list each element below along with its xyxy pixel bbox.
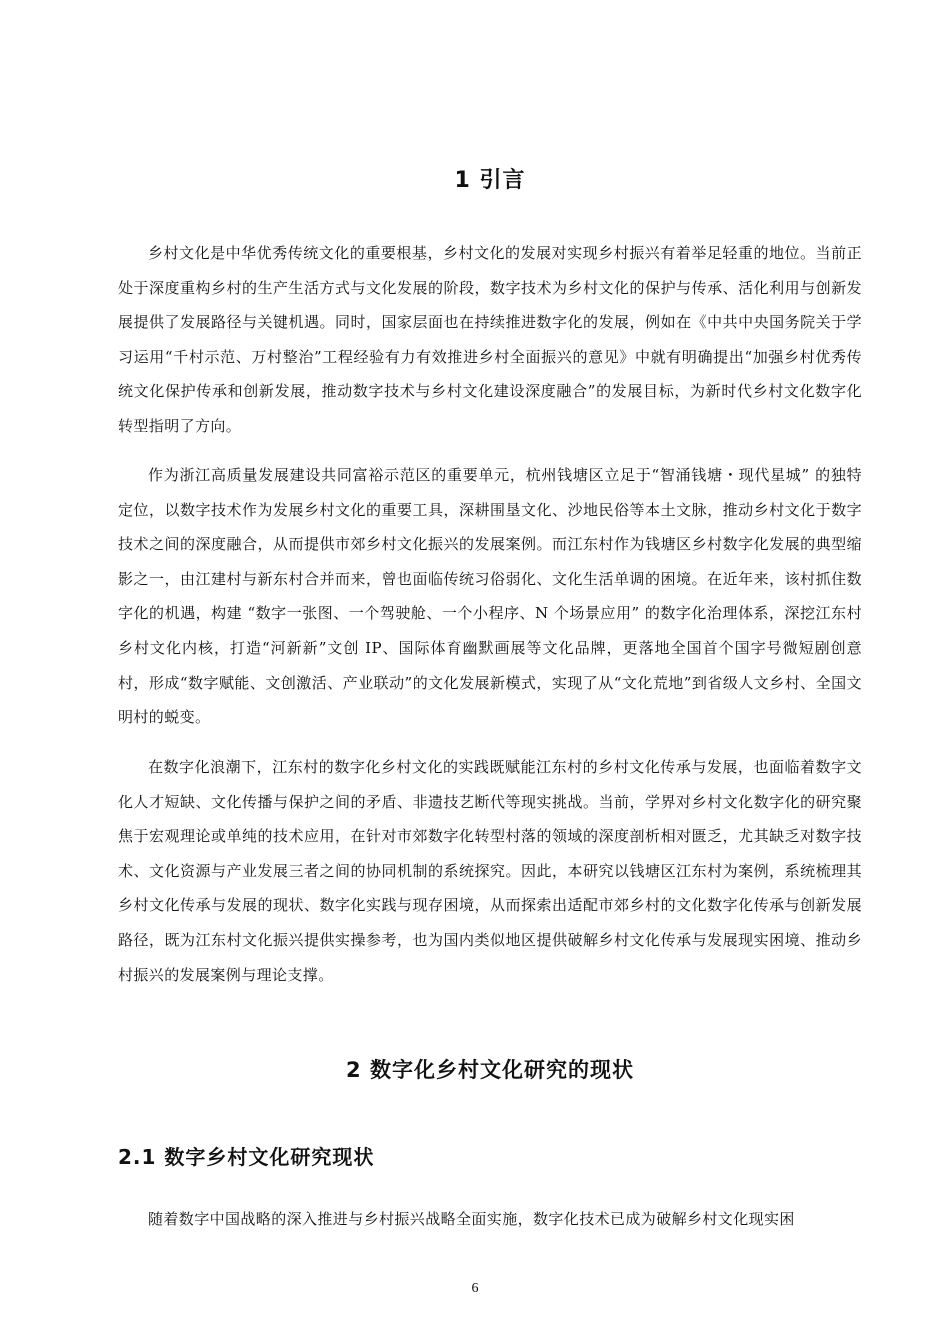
subsection-heading: 2.1 数字乡村文化研究现状 <box>118 1145 375 1169</box>
page-number: 6 <box>471 1281 479 1296</box>
intro-paragraph-2: 作为浙江高质量发展建设共同富裕示范区的重要单元，杭州钱塘区立足于“智涌钱塘・现代星城” 的独特定位，以数字技术作为发展乡村文化的重要工具，深耕围垦文化、沙地民俗等本土文脉，推动乡村文化于数字技术之间的深度融合，从而提供市郊乡村文化振兴的发展案例。而江东村作为钱塘区乡村数字化发展的典型缩影之一，由江建村与新东村合并而来，曾也面临传统习俗弱化、文化生活单调的困境。在近年来，该村抓住数字化的机遇，构建 “数字一张图、一个驾驶舱、一个小程序、N 个场景应用” 的数字化治理体系，深挖江东村乡村文化内核，打造“河新新”文创 IP、国际体育幽默画展等文化品牌，更落地全国首个国字号微短剧创意村，形成“数字赋能、文创激活、产业联动”的文化发展新模式，实现了从“文化荒地”到省级人文乡村、全国文明村的蜕变。 <box>118 466 862 727</box>
intro-paragraph-1: 乡村文化是中华优秀传统文化的重要根基，乡村文化的发展对实现乡村振兴有着举足轻重的地位。当前正处于深度重构乡村的生产生活方式与文化发展的阶段，数字技术为乡村文化的保护与传承、活化利用与创新发展提供了发展路径与关键机遇。同时，国家层面也在持续推进数字化的发展，例如在《中共中央国务院关于学习运用“千村示范、万村整治”工程经验有力有效推进乡村全面振兴的意见》中就有明确提出“加强乡村优秀传统文化保护传承和创新发展，推动数字技术与乡村文化建设深度融合”的发展目标，为新时代乡村文化数字化转型指明了方向。 <box>118 244 862 435</box>
intro-paragraph-3: 在数字化浪潮下，江东村的数字化乡村文化的实践既赋能江东村的乡村文化传承与发展，也面临着数字文化人才短缺、文化传播与保护之间的矛盾、非遗技艺断代等现实挑战。当前，学界对乡村文化数字化的研究聚焦于宏观理论或单纯的技术应用，在针对市郊数字化转型村落的领域的深度剖析相对匮乏，尤其缺乏对数字技术、文化资源与产业发展三者之间的协同机制的系统探究。因此，本研究以钱塘区江东村为案例，系统梳理其乡村文化传承与发展的现状、数字化实践与现存困境，从而探索出适配市郊乡村的文化数字化传承与创新发展路径，既为江东村文化振兴提供实操参考，也为国内类似地区提供破解乡村文化传承与发展现实困境、推动乡村振兴的发展案例与理论支撑。 <box>118 758 862 984</box>
section-heading-introduction: 1 引言 <box>454 168 526 193</box>
subsection-paragraph: 随着数字中国战略的深入推进与乡村振兴战略全面实施，数字化技术已成为破解乡村文化现实困 <box>148 1210 795 1228</box>
section-heading-status: 2 数字化乡村文化研究的现状 <box>346 1058 634 1082</box>
